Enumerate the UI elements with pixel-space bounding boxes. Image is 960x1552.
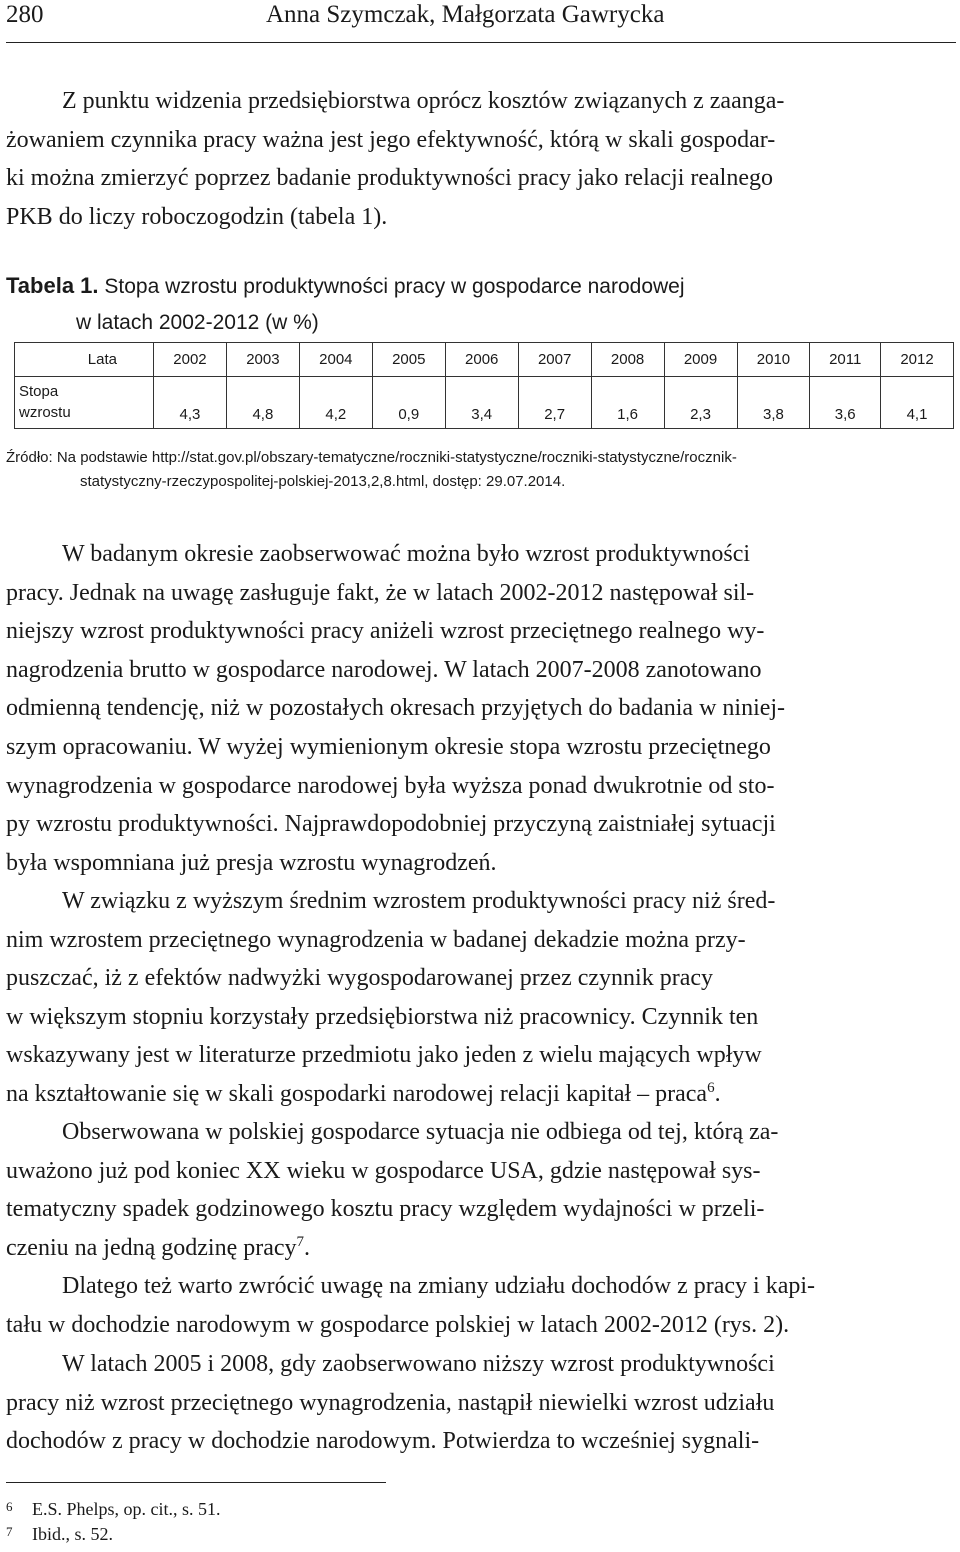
year-cell: 2012 — [881, 343, 954, 377]
body-paragraph-1 — [6, 535, 954, 882]
intro-paragraph — [6, 82, 954, 236]
text-line: pracy. Jednak na uwagę zasługuje fakt, że w latach 2002-2012 następował sil- — [6, 579, 755, 606]
text-line: odmienną tendencję, niż w pozostałych okresach przyjętych do badania w niniej- — [6, 695, 786, 722]
text-line: tematyczny spadek godzinowego kosztu pracy względem wydajności w przeli- — [6, 1196, 765, 1223]
text-line: uważono już pod koniec XX wieku w gospodarce USA, gdzie następował sys- — [6, 1157, 761, 1184]
year-cell: 2007 — [518, 343, 591, 377]
value-cell: 4,2 — [299, 377, 372, 429]
value-cell: 4,8 — [226, 377, 299, 429]
value-cell: 3,6 — [810, 377, 881, 429]
text-line: Dlatego też warto zwrócić uwagę na zmiany udziału dochodów z pracy i kapi- — [62, 1273, 816, 1299]
table-row-growth — [15, 377, 954, 429]
value-cell: 3,4 — [445, 377, 518, 429]
value-cell: 2,7 — [518, 377, 591, 429]
row-header-growth — [15, 377, 154, 429]
footnote-rule — [6, 1482, 386, 1483]
text-line: PKB do liczy roboczogodzin (tabela 1). — [6, 203, 388, 230]
text-line: nim wzrostem przeciętnego wynagrodzenia w badanej dekadzie można przy- — [6, 926, 746, 953]
value-cell: 3,8 — [737, 377, 810, 429]
body-paragraph-2 — [6, 882, 954, 1114]
body-paragraph-5 — [6, 1345, 954, 1461]
year-cell: 2010 — [737, 343, 810, 377]
page-number: 280 — [6, 1, 44, 28]
year-cell: 2004 — [299, 343, 372, 377]
text-line: niejszy wzrost produktywności pracy aniżeli wzrost przeciętnego realnego wy- — [6, 618, 765, 645]
row-header-growth-line2: wzrostu — [19, 404, 71, 421]
source-line1: Źródło: Na podstawie http://stat.gov.pl/obszary-tematyczne/roczniki-statystyczne/roczniki-statystyczne/rocznik- — [6, 449, 737, 466]
text-line: na kształtowanie się w skali gospodarki narodowej relacji kapitał – praca — [6, 1080, 708, 1107]
row-header-years: Lata — [15, 343, 154, 377]
year-cell: 2008 — [591, 343, 664, 377]
footnote-7 — [6, 1522, 113, 1546]
footnote-text: E.S. Phelps, op. cit., s. 51. — [32, 1499, 221, 1519]
body-paragraph-4 — [6, 1267, 954, 1344]
text-line: w większym stopniu korzystały przedsiębiorstwa niż pracownicy. Czynnik ten — [6, 1003, 759, 1030]
text-line: Obserwowana w polskiej gospodarce sytuacja nie odbiega od tej, którą za- — [62, 1119, 779, 1145]
text-line: pracy niż wzrost przeciętnego wynagrodzenia, nastąpił niewielki wzrost udziału — [6, 1389, 775, 1416]
text-line: żowaniem czynnika pracy ważna jest jego efektywność, którą w skali gospodar- — [6, 126, 776, 153]
text-line: wynagrodzenia w gospodarce narodowej była wyższa ponad dwukrotnie od sto- — [6, 772, 775, 799]
year-cell: 2011 — [810, 343, 881, 377]
footnote-number: 6 — [6, 1499, 13, 1514]
text-line: nagrodzenia brutto w gospodarce narodowej. W latach 2007-2008 zanotowano — [6, 656, 762, 683]
text-line: szym opracowaniu. W wyżej wymienionym okresie stopa wzrostu przeciętnego — [6, 733, 771, 760]
value-cell: 4,3 — [154, 377, 227, 429]
body-paragraph-3 — [6, 1113, 954, 1267]
text-line: Z punktu widzenia przedsiębiorstwa oprócz kosztów związanych z zaanga- — [62, 88, 785, 114]
footnote-6 — [6, 1497, 221, 1521]
productivity-table — [14, 342, 954, 429]
value-cell: 4,1 — [881, 377, 954, 429]
table-label: Tabela 1. — [6, 273, 99, 298]
running-header — [6, 0, 956, 44]
value-cell: 0,9 — [372, 377, 445, 429]
value-cell: 2,3 — [664, 377, 737, 429]
table-row-years — [15, 343, 954, 377]
text-line: tału w dochodzie narodowym w gospodarce polskiej w latach 2002-2012 (rys. 2). — [6, 1311, 790, 1338]
footnote-ref-7: 7 — [296, 1233, 305, 1250]
year-cell: 2005 — [372, 343, 445, 377]
text-line: W latach 2005 i 2008, gdy zaobserwowano niższy wzrost produktywności — [62, 1351, 775, 1377]
text-line: W związku z wyższym średnim wzrostem produktywności pracy niż śred- — [62, 888, 776, 914]
text-line: była wspomniana już presja wzrostu wynagrodzeń. — [6, 849, 497, 876]
year-cell: 2006 — [445, 343, 518, 377]
footnote-number: 7 — [6, 1524, 13, 1539]
text-line-with-ref: czeniu na jedną godzinę pracy$^7$. — [6, 1233, 311, 1261]
footnote-text: Ibid., s. 52. — [32, 1524, 113, 1544]
header-rule — [6, 42, 956, 43]
table-source-note — [6, 446, 954, 494]
text-line-with-ref: na kształtowanie się w skali gospodarki narodowej relacji kapitał – praca$^6$. — [6, 1079, 721, 1107]
table-caption — [6, 268, 954, 341]
text-line: ki można zmierzyć poprzez badanie produktywności pracy jako relacji realnego — [6, 165, 773, 192]
row-header-growth-line1: Stopa — [19, 383, 59, 400]
text-line: dochodów z pracy w dochodzie narodowym. Potwierdza to wcześniej sygnali- — [6, 1428, 760, 1455]
source-line2: statystyczny-rzeczypospolitej-polskiej-2013,2,8.html, dostęp: 29.07.2014. — [80, 473, 566, 490]
text-line: puszczać, iż z efektów nadwyżki wygospodarowanej przez czynnik pracy — [6, 965, 714, 992]
text-line: py wzrostu produktywności. Najprawdopodobniej przyczyną zaistniałej sytuacji — [6, 811, 776, 838]
year-cell: 2003 — [226, 343, 299, 377]
year-cell: 2002 — [154, 343, 227, 377]
footnote-ref-6: 6 — [707, 1079, 715, 1096]
table-title-line1: Stopa wzrostu produktywności pracy w gospodarce narodowej — [104, 275, 685, 298]
text-line: wskazywany jest w literaturze przedmiotu jako jeden z wielu mających wpływ — [6, 1042, 762, 1069]
header-authors: Anna Szymczak, Małgorzata Gawrycka — [266, 1, 665, 28]
year-cell: 2009 — [664, 343, 737, 377]
table-title-line2: w latach 2002-2012 (w %) — [76, 311, 319, 334]
text-line: W badanym okresie zaobserwować można było wzrost produktywności — [62, 541, 751, 567]
text-line: czeniu na jedną godzinę pracy — [6, 1234, 297, 1261]
value-cell: 1,6 — [591, 377, 664, 429]
